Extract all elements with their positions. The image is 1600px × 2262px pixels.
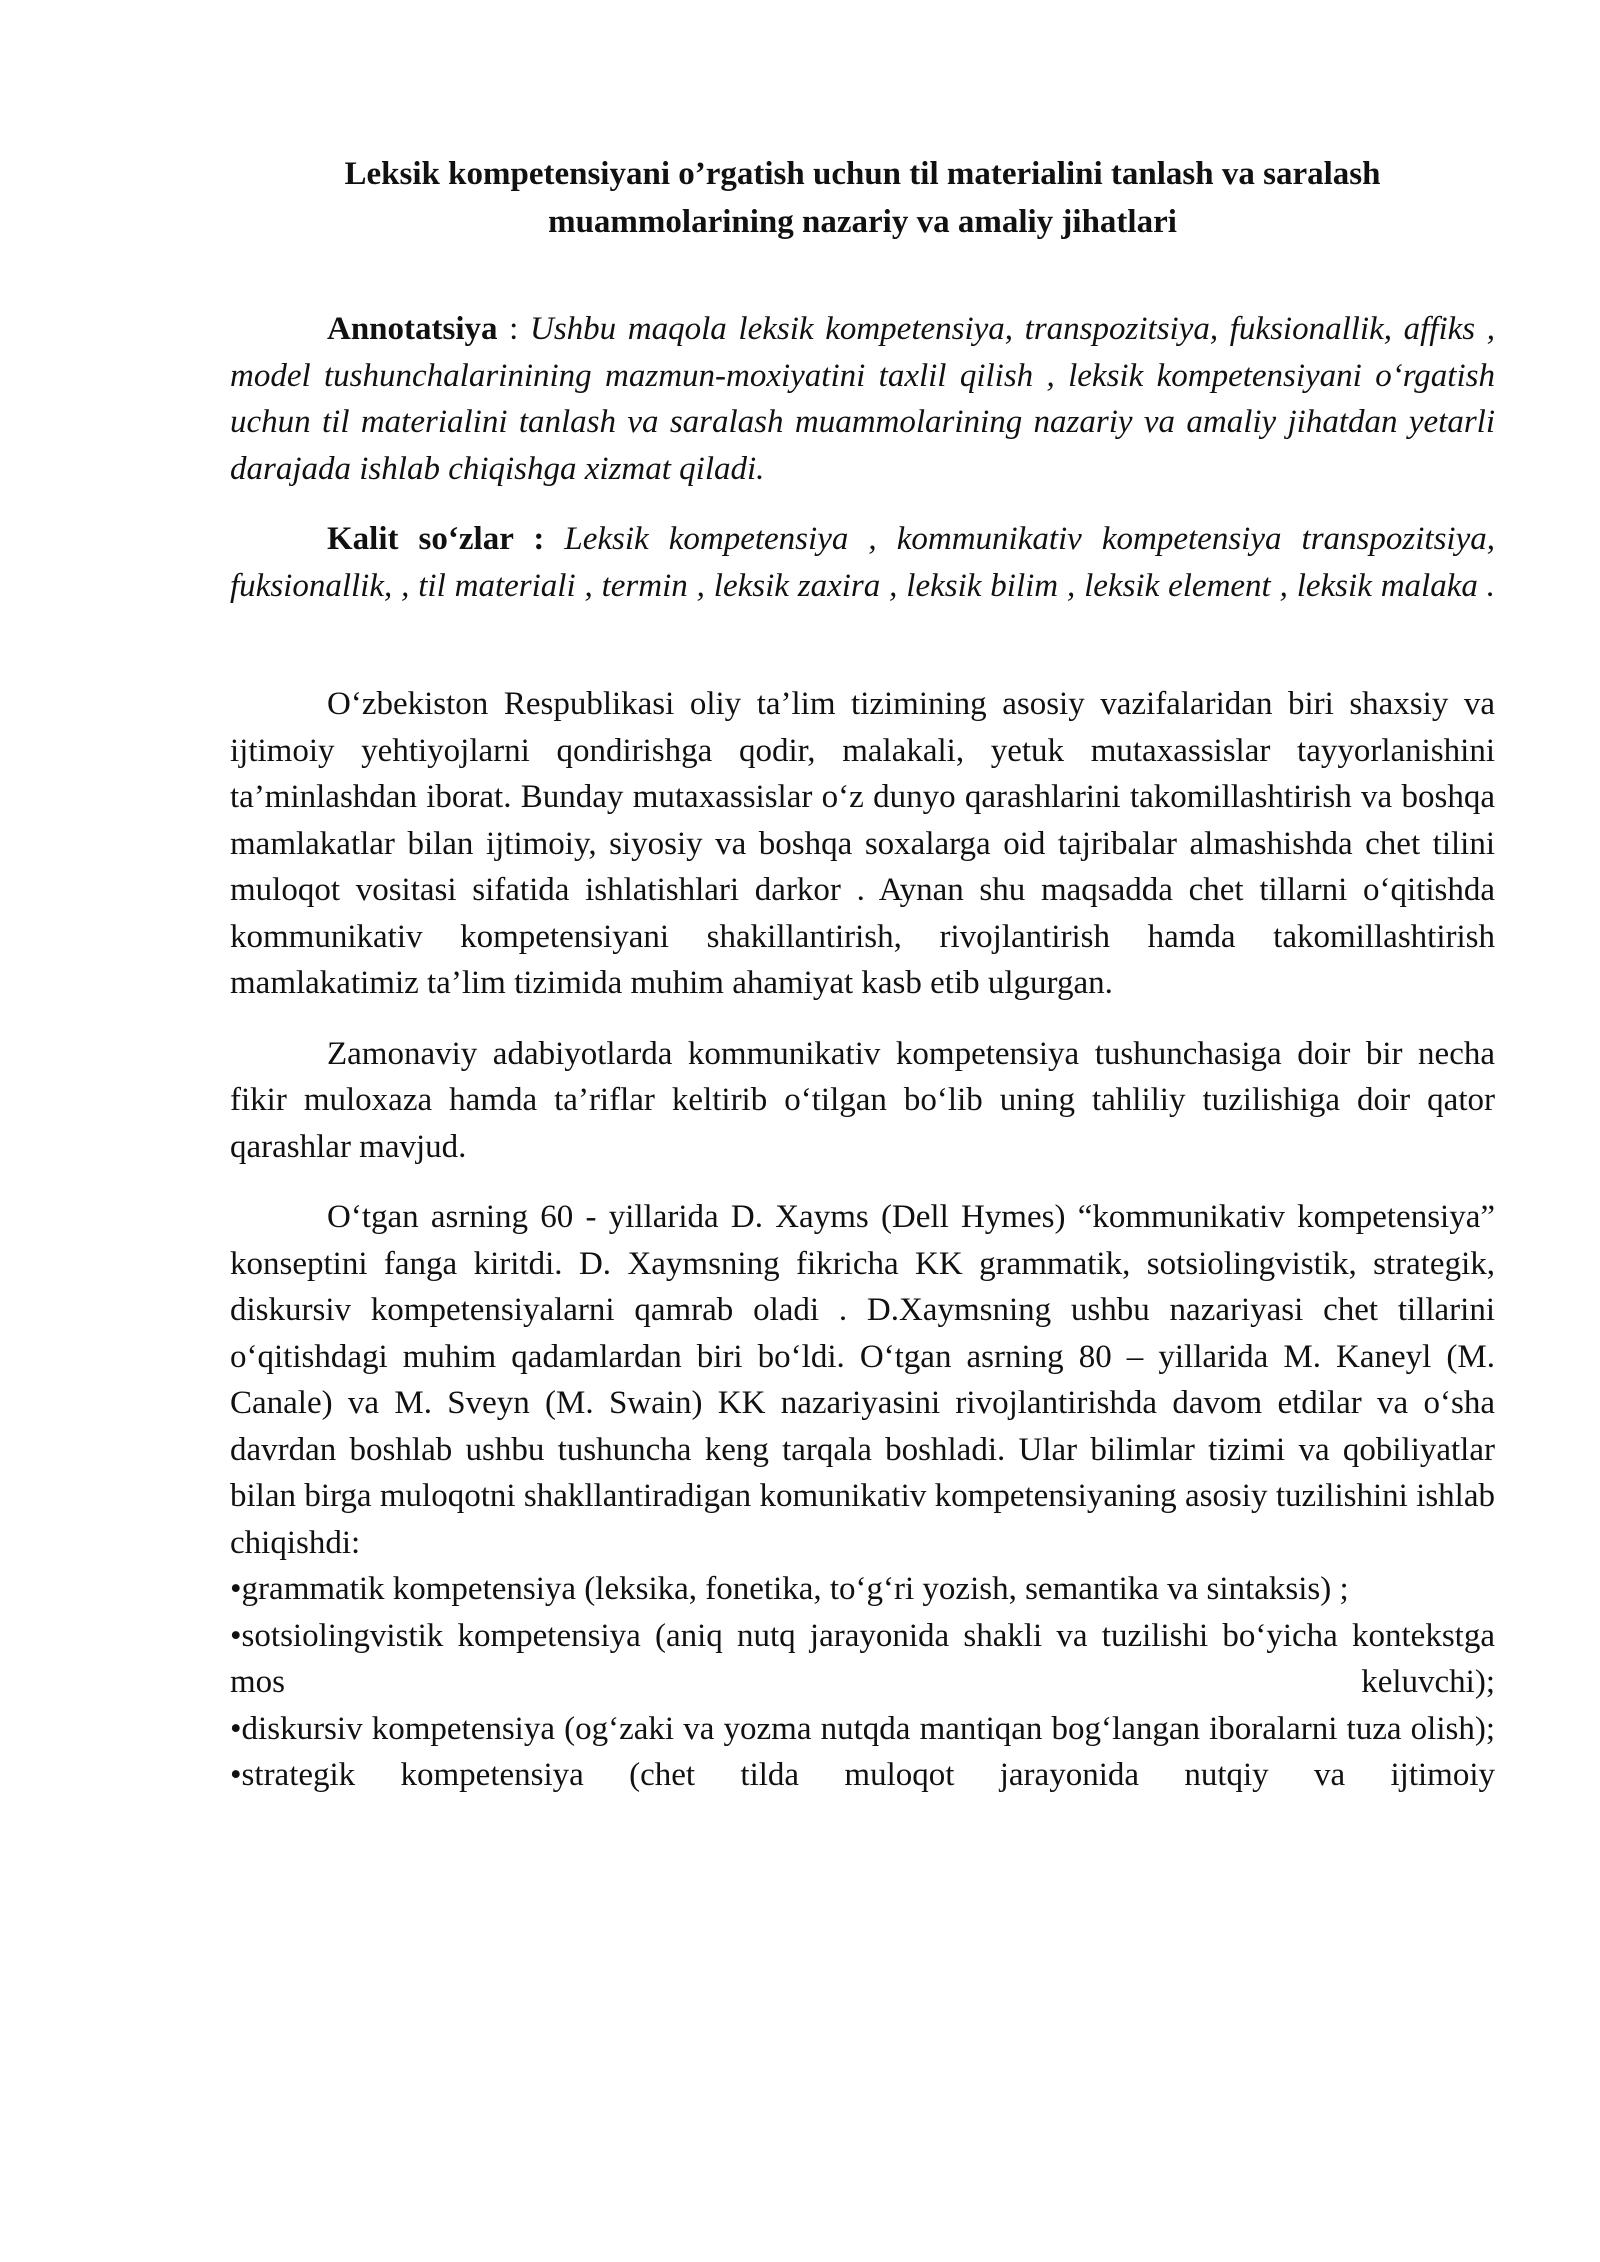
article-title-line-2: muammolarining nazariy va amaliy jihatlari xyxy=(548,204,1177,240)
annotation-label: Annotatsiya xyxy=(327,311,498,347)
keywords-text: Leksik kompetensiya , kommunikativ kompetensiya transpozitsiya, fuksionallik, , til materiali , termin , leksik zaxira , leksik bilim , leksik element , leksik malaka . xyxy=(230,521,1495,604)
body-paragraph-3: Oʻtgan asrning 60 - yillarida D. Xayms (Dell Hymes) “kommunikativ kompetensiya” konseptini fanga kiritdi. D. Xaymsning fikricha KK grammatik, sotsiolingvistik, strategik, diskursiv kompetensiyalarni qamrab oladi . D.Xaymsning ushbu nazariyasi chet tillarini oʻqitishdagi muhim qadamlardan biri boʻldi. Oʻtgan asrning 80 – yillarida M. Kaneyl (M. Canale) va M. Sveyn (M. Swain) KK nazariyasini rivojlantirishda davom etdilar va oʻsha davrdan boshlab ushbu tushuncha keng tarqala boshladi. Ular bilimlar tizimi va qobiliyatlar bilan birga muloqotni shakllantiradigan komunikativ kompetensiyaning asosiy tuzilishini ishlab chiqishdi: xyxy=(230,1199,1495,1561)
body-paragraph-2: Zamonaviy adabiyotlarda kommunikativ kompetensiya tushunchasiga doir bir necha fikir muloxaza hamda ta’riflar keltirib oʻtilgan boʻlib uning tahliliy tuzilishiga doir qator qarashlar mavjud. xyxy=(230,1035,1495,1165)
article-title xyxy=(230,150,1495,246)
article-title-line-1: Leksik kompetensiyani o’rgatish uchun til materialini tanlash va saralash xyxy=(344,156,1381,192)
bullet-item-sociolinguistic: •sotsiolingvistik kompetensiya (aniq nutq jarayonida shakli va tuzilishi boʻyicha kontekstga mos keluvchi); xyxy=(230,1617,1495,1700)
document-page xyxy=(230,150,1495,1799)
keywords-paragraph xyxy=(230,516,1495,609)
bullet-item-grammatical: •grammatik kompetensiya (leksika, fonetika, toʻgʻri yozish, semantika va sintaksis) ; xyxy=(230,1571,1349,1607)
annotation-paragraph xyxy=(230,306,1495,492)
body-paragraph-1: Oʻzbekiston Respublikasi oliy ta’lim tizimining asosiy vazifalaridan biri shaxsiy va ijtimoiy yehtiyojlarni qondirishga qodir, malakali, yetuk mutaxassislar tayyorlanishini ta’minlashdan iborat. Bunday mutaxassislar oʻz dunyo qarashlarini takomillashtirish va boshqa mamlakatlar bilan ijtimoiy, siyosiy va boshqa soxalarga oid tajribalar almashishda chet tilini muloqot vositasi sifatida ishlatishlari darkor . Aynan shu maqsadda chet tillarni oʻqitishda kommunikativ kompetensiyani shakillantirish, rivojlantirish hamda takomillashtirish mamlakatimiz ta’lim tizimida muhim ahamiyat kasb etib ulgurgan. xyxy=(230,686,1495,1001)
keywords-label: Kalit soʻzlar : xyxy=(327,521,545,557)
annotation-separator: : xyxy=(497,311,530,347)
bullet-item-strategic: •strategik kompetensiya (chet tilda muloqot jarayonida nutqiy va ijtimoiy xyxy=(230,1757,1495,1793)
annotation-text: Ushbu maqola leksik kompetensiya, transpozitsiya, fuksionallik, affiks , model tushunchalarinining mazmun-moxiyatini taxlil qilish , leksik kompetensiyani oʻrgatish uchun til materialini tanlash va saralash muammolarining nazariy va amaliy jihatdan yetarli darajada ishlab chiqishga xizmat qiladi. xyxy=(230,311,1496,487)
bullet-item-discursive: •diskursiv kompetensiya (ogʻzaki va yozma nutqda mantiqan bogʻlangan iboralarni tuza olish); xyxy=(230,1710,1495,1747)
